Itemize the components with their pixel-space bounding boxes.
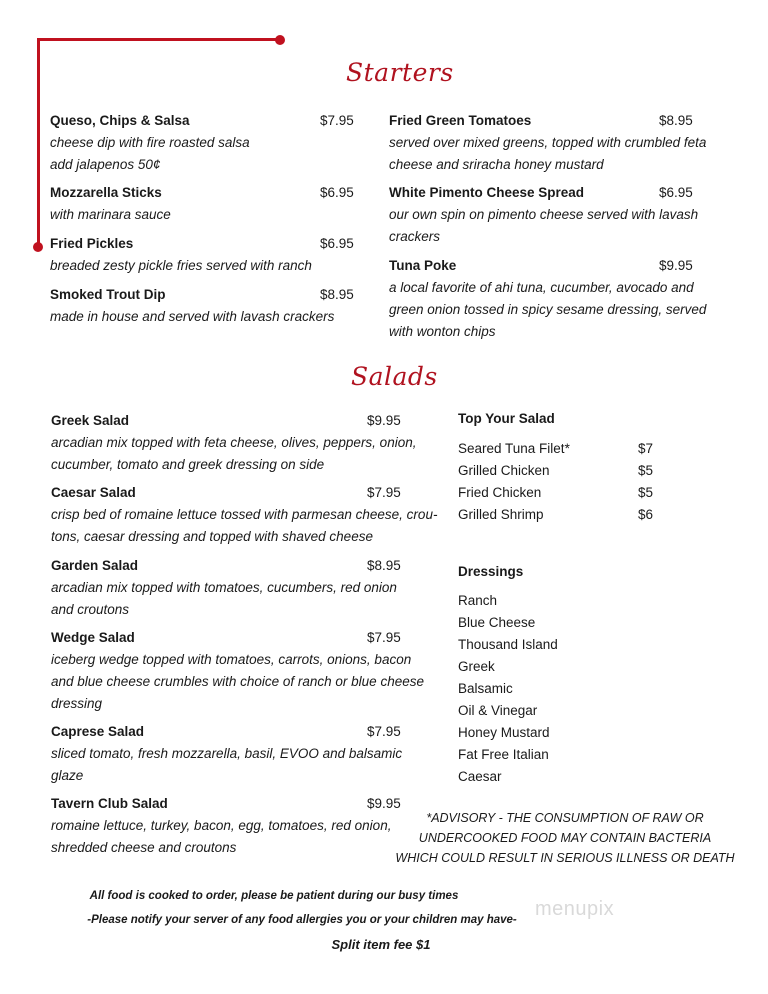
item-description: served over mixed greens, topped with crumbled feta — [389, 135, 707, 150]
item-name: Garden Salad — [51, 558, 139, 573]
item-price: $7.95 — [367, 630, 401, 645]
watermark: menupix — [535, 898, 615, 920]
list-item — [458, 504, 678, 526]
topping-name: Fried Chicken — [458, 485, 542, 500]
list-item: Oil & Vinegar — [458, 703, 538, 718]
item-description: made in house and served with lavash crackers — [50, 309, 335, 324]
menu-item — [50, 284, 360, 328]
menu-item — [51, 555, 441, 621]
item-name: Fried Pickles — [50, 236, 134, 251]
list-item: Greek — [458, 659, 495, 674]
item-name: Tuna Poke — [389, 258, 457, 273]
topping-price: $7 — [638, 441, 654, 456]
advisory-line: *ADVISORY - THE CONSUMPTION OF RAW OR — [426, 811, 704, 825]
item-name: Queso, Chips & Salsa — [50, 113, 190, 128]
topping-price: $5 — [638, 463, 654, 478]
menu-item — [51, 721, 441, 787]
item-name: Caprese Salad — [51, 724, 145, 739]
advisory-line: WHICH COULD RESULT IN SERIOUS ILLNESS OR DEATH — [395, 851, 735, 865]
item-description: tons, caesar dressing and topped with shaved cheese — [51, 529, 373, 544]
item-price: $9.95 — [367, 796, 401, 811]
advisory-notice — [395, 808, 735, 868]
topping-price: $5 — [638, 485, 654, 500]
item-price: $7.95 — [367, 485, 401, 500]
topping-name: Grilled Chicken — [458, 463, 550, 478]
menu-item — [389, 110, 719, 176]
item-name: Caesar Salad — [51, 485, 136, 500]
item-description: with marinara sauce — [50, 207, 171, 222]
item-description: with wonton chips — [389, 324, 496, 339]
list-item: Balsamic — [458, 681, 513, 696]
item-price: $6.95 — [320, 185, 354, 200]
item-name: Greek Salad — [51, 413, 130, 428]
list-item: Blue Cheese — [458, 615, 536, 630]
menu-item — [50, 110, 360, 176]
dressings-list — [458, 590, 558, 788]
item-price: $7.95 — [320, 113, 354, 128]
item-price: $8.95 — [659, 113, 693, 128]
item-description: our own spin on pimento cheese served with lavash — [389, 207, 699, 222]
item-description: glaze — [51, 768, 84, 783]
item-price: $9.95 — [659, 258, 693, 273]
topping-name: Seared Tuna Filet* — [458, 441, 570, 456]
decorative-dot — [33, 242, 43, 252]
item-description: sliced tomato, fresh mozzarella, basil, EVOO and balsamic — [51, 746, 403, 761]
advisory-line: UNDERCOOKED FOOD MAY CONTAIN BACTERIA — [418, 831, 712, 845]
item-description: and blue cheese crumbles with choice of ranch or blue cheese — [51, 674, 424, 689]
item-description: green onion tossed in spicy sesame dressing, served — [389, 302, 707, 317]
item-description: arcadian mix topped with tomatoes, cucumbers, red onion — [51, 580, 397, 595]
item-description: crackers — [389, 229, 441, 244]
list-item: Thousand Island — [458, 637, 558, 652]
item-description: arcadian mix topped with feta cheese, olives, peppers, onion, — [51, 435, 417, 450]
list-item — [458, 482, 678, 504]
footer-note-allergies: -Please notify your server of any food allergies you or your children may have- — [87, 914, 517, 926]
footer-note-cooked-to-order: All food is cooked to order, please be patient during our busy times — [89, 890, 459, 902]
list-item: Honey Mustard — [458, 725, 550, 740]
item-name: Wedge Salad — [51, 630, 135, 645]
menu-item — [51, 627, 441, 715]
item-price: $8.95 — [320, 287, 354, 302]
starters-heading: Starters — [346, 58, 454, 87]
item-description: add jalapenos 50¢ — [50, 157, 161, 172]
list-item: Ranch — [458, 593, 498, 608]
item-name: Mozzarella Sticks — [50, 185, 162, 200]
item-name: Fried Green Tomatoes — [389, 113, 532, 128]
dressings-title: Dressings — [458, 564, 524, 579]
item-price: $6.95 — [320, 236, 354, 251]
topping-price: $6 — [638, 507, 654, 522]
item-name: Tavern Club Salad — [51, 796, 168, 811]
decorative-line-horizontal — [37, 38, 280, 41]
item-price: $8.95 — [367, 558, 401, 573]
item-description: cheese and sriracha honey mustard — [389, 157, 604, 172]
item-description: crisp bed of romaine lettuce tossed with parmesan cheese, crou- — [51, 507, 438, 522]
top-your-salad-list — [458, 438, 678, 526]
menu-item — [50, 182, 360, 226]
item-description: cheese dip with fire roasted salsa — [50, 135, 250, 150]
menu-item — [51, 410, 441, 476]
item-name: Smoked Trout Dip — [50, 287, 166, 302]
item-description: shredded cheese and croutons — [51, 840, 237, 855]
decorative-dot — [275, 35, 285, 45]
menu-item — [51, 793, 441, 859]
item-price: $9.95 — [367, 413, 401, 428]
item-description: cucumber, tomato and greek dressing on side — [51, 457, 325, 472]
item-description: and croutons — [51, 602, 130, 617]
salads-heading: Salads — [351, 362, 438, 391]
item-price: $7.95 — [367, 724, 401, 739]
item-description: romaine lettuce, turkey, bacon, egg, tomatoes, red onion, — [51, 818, 392, 833]
top-your-salad-title: Top Your Salad — [458, 411, 555, 426]
item-description: a local favorite of ahi tuna, cucumber, avocado and — [389, 280, 694, 295]
menu-item — [389, 255, 719, 343]
menu-item — [50, 233, 360, 277]
footer-split-fee: Split item fee $1 — [331, 937, 431, 952]
list-item: Fat Free Italian — [458, 747, 549, 762]
item-description: dressing — [51, 696, 103, 711]
menu-item — [389, 182, 719, 248]
menu-item — [51, 482, 441, 548]
item-price: $6.95 — [659, 185, 693, 200]
item-description: breaded zesty pickle fries served with ranch — [50, 258, 312, 273]
item-description: iceberg wedge topped with tomatoes, carrots, onions, bacon — [51, 652, 412, 667]
decorative-line-vertical — [37, 38, 40, 246]
topping-name: Grilled Shrimp — [458, 507, 544, 522]
list-item — [458, 438, 678, 460]
item-name: White Pimento Cheese Spread — [389, 185, 585, 200]
list-item — [458, 460, 678, 482]
list-item: Caesar — [458, 769, 502, 784]
